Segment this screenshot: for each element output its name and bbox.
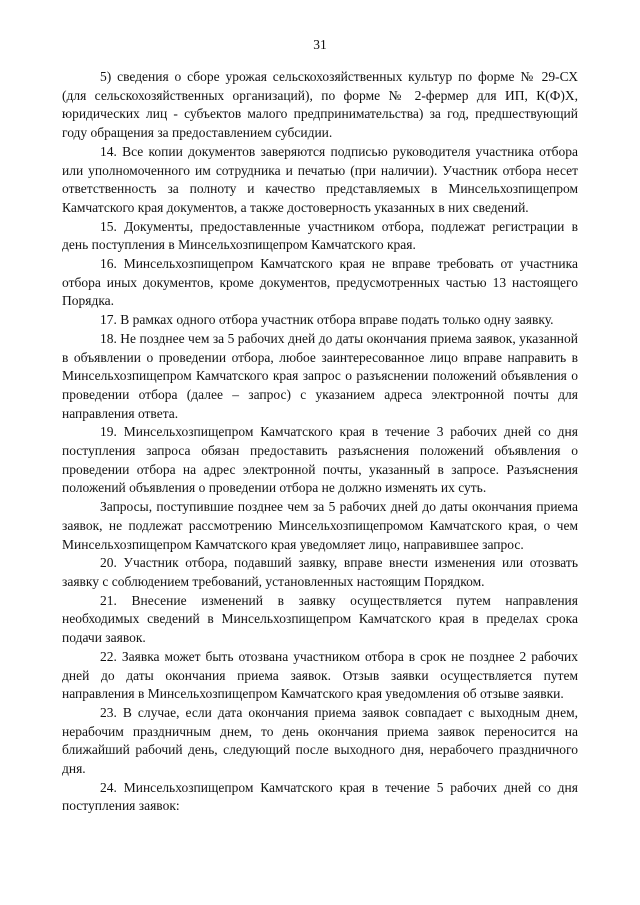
paragraph-14: 14. Все копии документов заверяются подписью руководителя участника отбора или уполномоченного им сотрудника и печатью (при наличии). Участник отбора несет ответственность за полноту и качество представляемых в Минсельхозпищепром Камчатского края документов, а также достоверность указанных в них сведений.	[62, 143, 578, 215]
paragraph-18: 18. Не позднее чем за 5 рабочих дней до даты окончания приема заявок, указанной в объявлении о проведении отбора, любое заинтересованное лицо вправе направить в Минсельхозпищепром Камчатского края запрос о разъяснении положений объявления о проведении отбора (далее – запрос) с указанием адреса электронной почты для направления ответа.	[62, 330, 578, 421]
paragraph-20: 20. Участник отбора, подавший заявку, вправе внести изменения или отозвать заявку с соблюдением требований, установленных настоящим Порядком.	[62, 555, 578, 589]
paragraph-15: 15. Документы, предоставленные участником отбора, подлежат регистрации в день поступления в Минсельхозпищепром Камчатского края.	[62, 218, 578, 253]
paragraph-17: 17. В рамках одного отбора участник отбора вправе подать только одну заявку.	[100, 312, 554, 328]
document-body	[62, 68, 578, 816]
paragraph-19: 19. Минсельхозпищепром Камчатского края в течение 3 рабочих дней со дня поступления запроса обязан предоставить разъяснения положений объявления о проведении отбора на адрес электронной почты, указанный в запросе. Разъяснения положений объявления о проведении отбора не должно изменять их суть.	[62, 424, 578, 496]
paragraph-item-5: 5) сведения о сборе урожая сельскохозяйственных культур по форме № 29-СХ (для сельскохозяйственных организаций), по форме № 2-фермер для ИП, К(Ф)Х, юридических лиц - субъектов малого предпринимательства) за год, предшествующий году обращения за предоставлением субсидии.	[62, 69, 578, 141]
paragraph-19-continuation: Запросы, поступившие позднее чем за 5 рабочих дней до даты окончания приема заявок, не подлежат рассмотрению Минсельхозпищепромом Камчатского края, о чем Минсельхозпищепром Камчатского края уведомляет лицо, направившее запрос.	[62, 499, 578, 552]
paragraph-24: 24. Минсельхозпищепром Камчатского края в течение 5 рабочих дней со дня поступления заявок:	[62, 779, 578, 814]
paragraph-22: 22. Заявка может быть отозвана участником отбора в срок не позднее 2 рабочих дней до даты окончания приема заявок. Отзыв заявки осуществляется путем направления в Минсельхозпищепром Камчатского края уведомления об отзыве заявки.	[62, 648, 578, 702]
page-number: 31	[313, 37, 327, 52]
paragraph-23: 23. В случае, если дата окончания приема заявок совпадает с выходным днем, нерабочим праздничным днем, то день окончания приема заявок переносится на ближайший рабочий день, следующий после выходного дня, нерабочего праздничного дня.	[62, 704, 578, 777]
paragraph-16: 16. Минсельхозпищепром Камчатского края не вправе требовать от участника отбора иных документов, кроме документов, предусмотренных частью 13 настоящего Порядка.	[62, 256, 578, 309]
paragraph-21: 21. Внесение изменений в заявку осуществляется путем направления необходимых сведений в Минсельхозпищепром Камчатского края в пределах срока подачи заявок.	[62, 592, 578, 646]
